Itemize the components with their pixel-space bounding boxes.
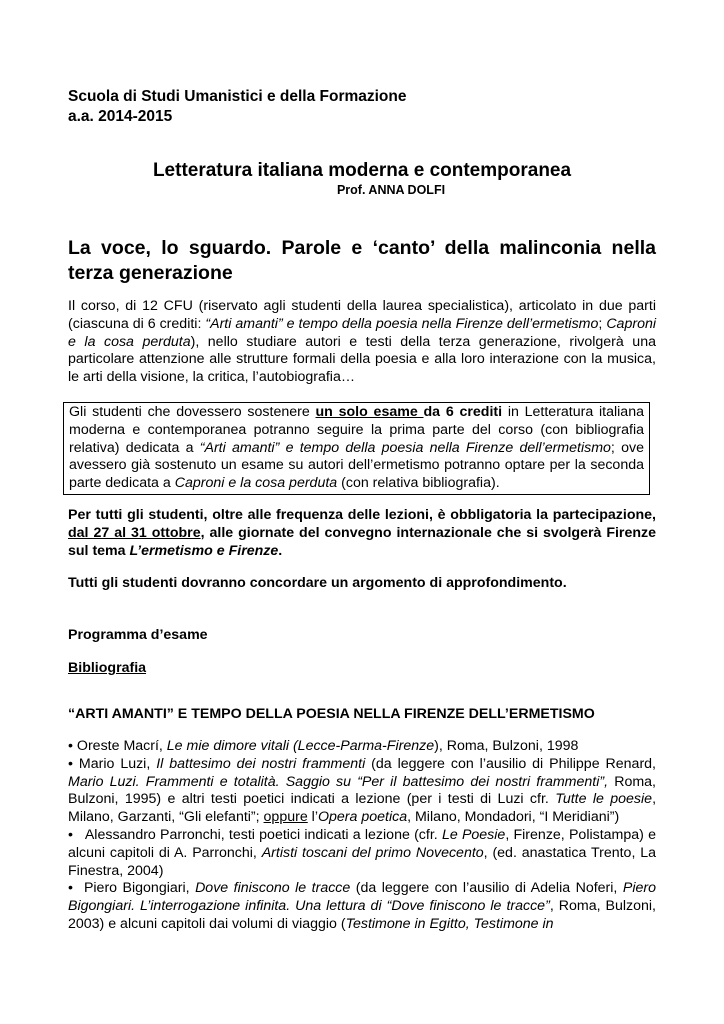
item-italic: Le Poesie <box>441 826 506 843</box>
attendance-paragraph <box>68 507 656 560</box>
intro-text-1: Il corso, di 12 CFU (riservato agli studenti della laurea specialistica), articolato in due parti (ciascuna di 6 crediti: <box>68 298 656 332</box>
box-italic-1: “Arti amanti” e tempo della poesia nella Firenze dell’ermetismo <box>199 439 611 456</box>
item-underlined: oppure <box>263 809 308 826</box>
item-text: Oreste Macrí, <box>76 738 167 754</box>
item-text: Roma, Bulzoni, 1995) e altri testi poetici indicati a lezione (per i testi di Luzi cfr. <box>68 773 657 808</box>
item-text: , Milano, Mondadori, “I Meridiani”) <box>407 809 620 826</box>
box-bold-underlined: un solo esame <box>315 404 424 420</box>
bullet-icon: • <box>68 826 85 843</box>
course-title: Letteratura italiana moderna e contemporanea <box>152 160 572 181</box>
topic-title: La voce, lo sguardo. Parole e ‘canto’ della malinconia nella terza generazione <box>68 237 656 284</box>
list-item <box>68 880 656 933</box>
box-text-2: in Letteratura italiana moderna e contemporanea potranno seguire la prima parte del corso (con bibliografia relativa) dedicata a <box>69 404 644 456</box>
professor-name: Prof. ANNA DOLFI <box>336 183 446 197</box>
item-italic: Artisti toscani del primo Novecento <box>261 844 484 861</box>
intro-italic-2: Caproni e la cosa perduta <box>68 315 656 350</box>
item-text: , Firenze, Polistampa) e alcuni capitoli di A. Parronchi, <box>68 826 656 861</box>
bullet-icon: • <box>68 880 84 897</box>
intro-italic-1: “Arti amanti” e tempo della poesia nella Firenze dell’ermetismo <box>205 315 599 332</box>
item-text: Mario Luzi, <box>78 755 157 772</box>
all-students-note: Tutti gli studenti dovranno concordare un argomento di approfondimento. <box>68 575 567 591</box>
bullet-icon: • <box>68 738 77 754</box>
bibliography-heading: Bibliografia <box>68 660 147 676</box>
item-text: , Roma, Bulzoni, 2003) e alcuni capitoli dai volumi di viaggio ( <box>68 898 656 932</box>
single-exam-notice-box <box>63 402 650 495</box>
bullet-icon: • <box>68 755 79 772</box>
item-italic: Testimone in Egitto, Testimone in <box>345 915 554 932</box>
list-item <box>68 827 656 880</box>
item-text: (da leggere con l’ausilio di Philippe Renard, <box>365 755 656 772</box>
box-italic-2: Caproni e la cosa perduta <box>174 475 338 492</box>
item-text: Piero Bigongiari, <box>83 880 196 897</box>
item-text: , (ed. anastatica Trento, La Finestra, 2004) <box>68 844 656 879</box>
item-text: l’ <box>307 809 318 826</box>
academic-year: a.a. 2014-2015 <box>68 108 173 125</box>
bibliography-list <box>68 738 656 934</box>
item-text: Alessandro Parronchi, testi poetici indicati a lezione (cfr. <box>84 826 442 843</box>
item-text: (da leggere con l’ausilio di Adelia Noferi, <box>350 880 623 897</box>
item-italic: Dove finiscono le tracce <box>195 880 351 897</box>
list-item <box>68 738 656 756</box>
item-italic: Il battesimo dei nostri frammenti <box>156 755 366 772</box>
box-text-4: (con relativa bibliografia). <box>337 475 500 492</box>
attendance-text-3: . <box>278 542 283 559</box>
item-text: , Milano, Garzanti, “Gli elefanti”; <box>68 791 657 826</box>
attendance-dates: dal 27 al 31 ottobre <box>68 524 201 541</box>
box-text-1: Gli studenti che dovessero sostenere <box>69 404 316 420</box>
item-text: ), Roma, Bulzoni, 1998 <box>434 738 579 754</box>
item-italic: Tutte le poesie <box>555 791 653 808</box>
box-bold: da 6 crediti <box>423 404 503 420</box>
item-italic: Opera poetica <box>317 809 408 826</box>
item-italic: Piero Bigongiari. L’interrogazione infinita. Una lettura di “Dove finiscono le tracce” <box>68 880 656 915</box>
intro-text-3: ), nello studiare autori e testi della terza generazione, rivolgerà una particolare attenzione alle strutture formali della poesia e alla loro interazione con la musica, le arti della visione, la critica, l’autobiografia… <box>68 333 656 386</box>
box-text-3: ; ove avessero già sostenuto un esame su autori dell’ermetismo potranno optare per la seconda parte dedicata a <box>69 439 644 492</box>
attendance-text-2: , alle giornate del convegno internazionale che si svolgerà Firenze sul tema <box>68 524 656 559</box>
list-item <box>68 756 656 827</box>
program-heading: Programma d’esame <box>68 627 208 643</box>
attendance-text-1: Per tutti gli studenti, oltre alle frequenza delle lezioni, è obbligatoria la partecipazione, <box>68 507 656 523</box>
attendance-theme: L’ermetismo e Firenze <box>129 542 279 559</box>
item-italic: Le mie dimore vitali (Lecce-Parma-Firenze <box>166 738 435 754</box>
course-block <box>68 160 656 198</box>
section-heading: “ARTI AMANTI” E TEMPO DELLA POESIA NELLA FIRENZE DELL’ERMETISMO <box>68 706 595 722</box>
header <box>68 87 656 127</box>
intro-text-2: ; <box>598 315 607 332</box>
school-name: Scuola di Studi Umanistici e della Formazione <box>68 88 407 105</box>
intro-paragraph <box>68 298 656 387</box>
item-italic: Mario Luzi. Frammenti e totalità. Saggio su “Per il battesimo dei nostri frammenti”, <box>68 773 609 790</box>
